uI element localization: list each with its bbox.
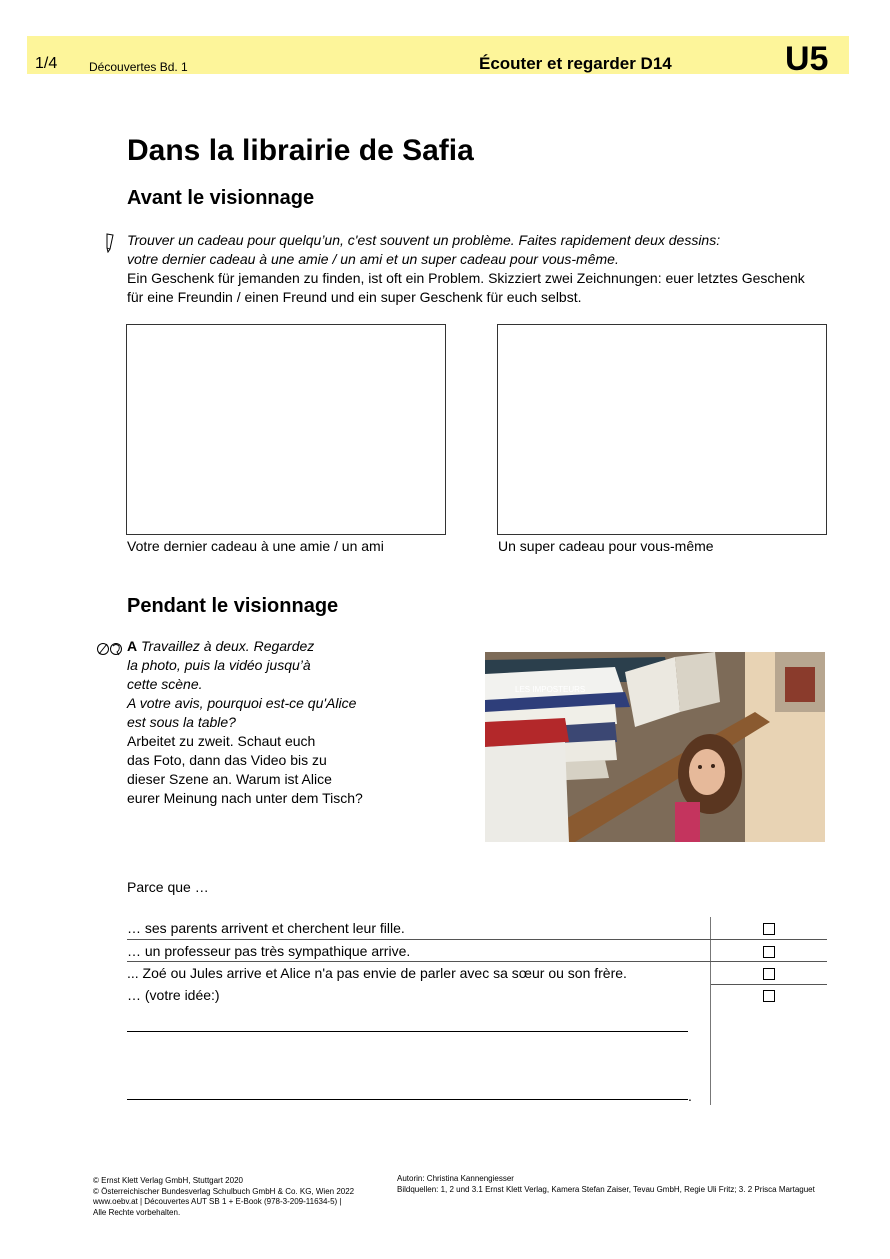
caption-gift-self: Un super cadeau pour vous-même — [498, 538, 714, 554]
task-fr-line: est sous la table? — [127, 714, 236, 730]
footer-line: www.oebv.at | Découvertes AUT SB 1 + E-Book (978-3-209-11634-5) | — [93, 1197, 342, 1206]
answer-line[interactable] — [127, 1099, 688, 1100]
answer-line-end: . — [688, 1088, 692, 1104]
footer-line: © Ernst Klett Verlag GmbH, Stuttgart 2020 — [93, 1176, 243, 1185]
option-text-4: … (votre idée:) — [127, 987, 220, 1003]
option-text-1: … ses parents arrivent et cherchent leur fille. — [127, 920, 405, 936]
page-number: 1/4 — [35, 55, 58, 72]
unit-label: U5 — [785, 40, 829, 78]
bookshop-photo — [485, 652, 825, 842]
option-separator — [711, 984, 827, 985]
answer-line[interactable] — [127, 1031, 688, 1032]
footer-copyright — [93, 1176, 383, 1218]
option-text-2: … un professeur pas très sympathique arrive. — [127, 943, 411, 959]
task-fr-line: la photo, puis la vidéo jusqu’à — [127, 657, 311, 673]
option-checkbox-4[interactable] — [763, 990, 775, 1002]
option-separator — [127, 939, 827, 940]
header-title: Écouter et regarder D14 — [479, 54, 672, 73]
footer-line: Alle Rechte vorbehalten. — [93, 1207, 181, 1217]
instructions-before — [127, 231, 827, 307]
task-de-line: dieser Szene an. Warum ist Alice — [127, 771, 332, 787]
page-title: Dans la librairie de Safia — [127, 134, 474, 167]
drawing-box-gift-friend[interactable] — [126, 324, 446, 535]
option-separator — [127, 961, 827, 962]
footer-line: Bildquellen: 1, 2 und 3.1 Ernst Klett Verlag, Kamera Stefan Zaiser, Tevau GmbH, Regie Uli Fritz; 3. 2 Prisca Martaguet — [397, 1184, 815, 1194]
parce-que-label: Parce que … — [127, 879, 209, 895]
task-letter: A — [127, 638, 138, 654]
footer-line: Autorin: Christina Kannengiesser — [397, 1174, 514, 1183]
book-title: Découvertes Bd. 1 — [89, 60, 188, 74]
drawing-box-gift-self[interactable] — [497, 324, 827, 535]
task-fr-line: A votre avis, pourquoi est-ce qu'Alice — [127, 695, 357, 711]
option-checkbox-1[interactable] — [763, 923, 775, 935]
section-heading-before: Avant le visionnage — [127, 187, 315, 209]
pair-work-icon — [96, 641, 124, 657]
task-a — [127, 637, 457, 808]
task-de-line: Arbeitet zu zweit. Schaut euch — [127, 733, 316, 749]
task-fr-line: Travaillez à deux. Regardez — [141, 638, 315, 654]
option-checkbox-2[interactable] — [763, 946, 775, 958]
option-text-3: ... Zoé ou Jules arrive et Alice n'a pas envie de parler avec sa sœur ou son frère. — [127, 965, 627, 981]
footer-credits — [397, 1174, 817, 1195]
footer-line: © Österreichischer Bundesverlag Schulbuch GmbH & Co. KG, Wien 2022 — [93, 1186, 355, 1196]
section-heading-during: Pendant le visionnage — [127, 595, 339, 617]
instruction-de-line: für eine Freundin / einen Freund und ein super Geschenk für euch selbst. — [127, 289, 582, 305]
task-fr-line: cette scène. — [127, 676, 203, 692]
instruction-fr-line: votre dernier cadeau à une amie / un ami et un super cadeau pour vous-même. — [127, 251, 619, 267]
pencil-icon — [104, 233, 116, 253]
task-de-line: das Foto, dann das Video bis zu — [127, 752, 327, 768]
option-checkbox-3[interactable] — [763, 968, 775, 980]
caption-gift-friend: Votre dernier cadeau à une amie / un ami — [127, 538, 384, 554]
photo-book-title: LES IMPOSTEURS — [515, 685, 586, 694]
instruction-fr-line: Trouver un cadeau pour quelqu’un, c'est souvent un problème. Faites rapidement deux dessins: — [127, 232, 721, 248]
table-divider — [710, 917, 711, 1105]
instruction-de-line: Ein Geschenk für jemanden zu finden, ist oft ein Problem. Skizziert zwei Zeichnungen: euer letztes Geschenk — [127, 270, 805, 286]
task-de-line: eurer Meinung nach unter dem Tisch? — [127, 790, 363, 806]
